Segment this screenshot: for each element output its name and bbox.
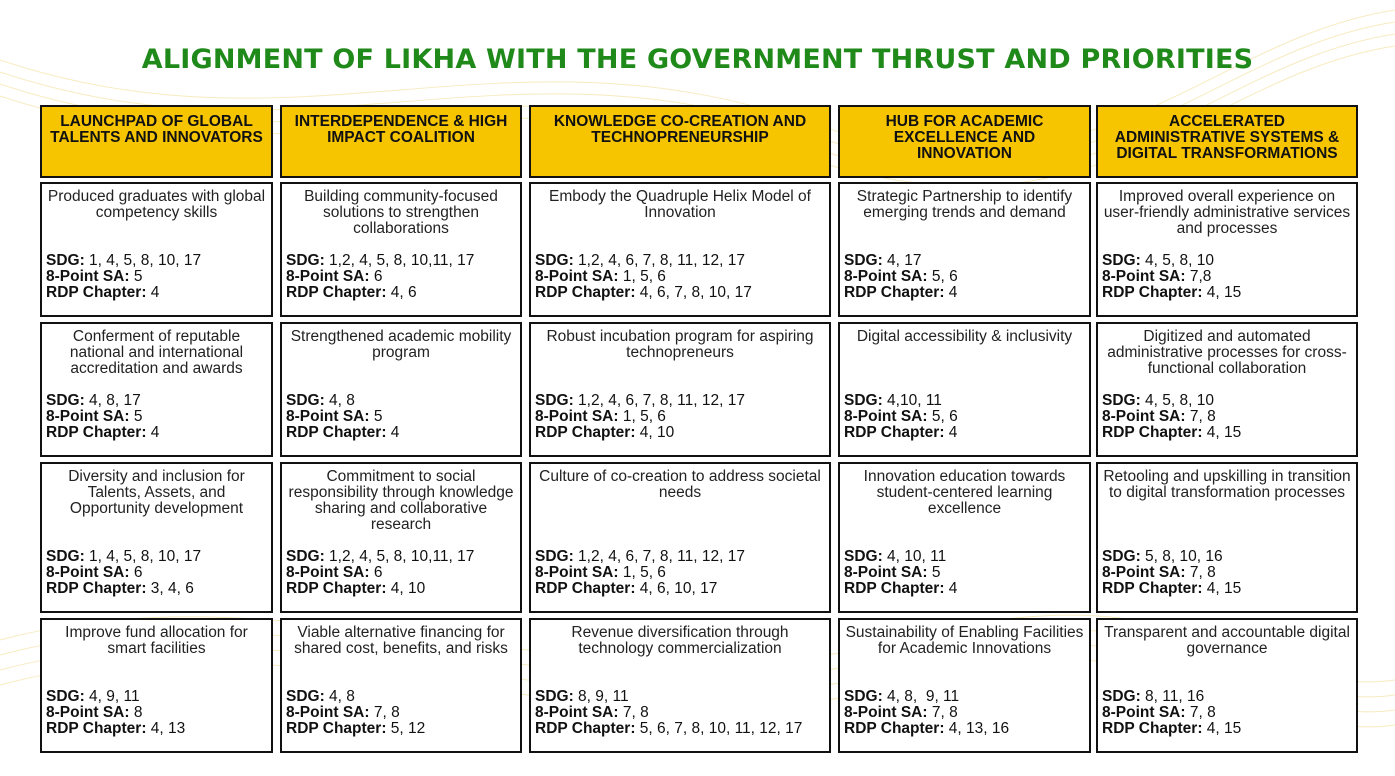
alignment-cell xyxy=(529,182,831,317)
sdg-line xyxy=(286,393,516,409)
rdp-line xyxy=(1102,285,1352,301)
column-3 xyxy=(529,105,831,757)
sdg-line-value: 1,2, 4, 6, 7, 8, 11, 12, 17 xyxy=(573,252,745,269)
column-header: ACCELERATED ADMINISTRATIVE SYSTEMS & DIGITAL TRANSFORMATIONS xyxy=(1096,105,1358,178)
sdg-line-value: 4, 5, 8, 10 xyxy=(1140,392,1214,409)
rdp-line-value: 4, 15 xyxy=(1202,424,1242,441)
sa-line-label: 8-Point SA: xyxy=(844,268,928,285)
cell-description: Transparent and accountable digital governance xyxy=(1104,624,1350,657)
alignment-cell xyxy=(838,322,1091,457)
sdg-line xyxy=(1102,689,1352,705)
cell-description: Embody the Quadruple Helix Model of Innovation xyxy=(549,188,811,221)
rdp-line-label: RDP Chapter: xyxy=(286,424,387,441)
cell-description: Digital accessibility & inclusivity xyxy=(856,328,1073,345)
sdg-line-label: SDG: xyxy=(844,548,883,565)
sa-line xyxy=(844,269,1085,285)
alignment-cell xyxy=(40,322,273,457)
sa-line xyxy=(286,269,516,285)
sdg-line xyxy=(844,393,1085,409)
column-header: KNOWLEDGE CO-CREATION AND TECHNOPRENEURSHIP xyxy=(529,105,831,178)
cell-description: Produced graduates with global competency skills xyxy=(47,188,266,221)
sdg-line-label: SDG: xyxy=(844,252,883,269)
alignment-cell xyxy=(40,182,273,317)
sa-line-label: 8-Point SA: xyxy=(1102,268,1186,285)
sa-line-label: 8-Point SA: xyxy=(535,268,619,285)
rdp-line-label: RDP Chapter: xyxy=(844,424,945,441)
rdp-line-label: RDP Chapter: xyxy=(535,720,636,737)
sa-line-value: 7, 8 xyxy=(1185,564,1216,581)
column-2 xyxy=(280,105,522,757)
alignment-cell xyxy=(838,462,1091,613)
cell-description: Diversity and inclusion for Talents, Assets, and Opportunity development xyxy=(68,468,245,517)
sa-line-value: 7,8 xyxy=(1185,268,1212,285)
rdp-line-value: 4, 15 xyxy=(1202,580,1242,597)
sa-line-value: 7, 8 xyxy=(927,704,958,721)
rdp-line-label: RDP Chapter: xyxy=(844,720,945,737)
sa-line xyxy=(286,565,516,581)
sdg-line-label: SDG: xyxy=(46,548,85,565)
sa-line-value: 6 xyxy=(129,564,143,581)
sdg-line xyxy=(844,689,1085,705)
sdg-line-label: SDG: xyxy=(1102,688,1141,705)
alignment-cell xyxy=(280,462,522,613)
sdg-line-value: 1,2, 4, 5, 8, 10,11, 17 xyxy=(324,548,475,565)
sdg-line xyxy=(46,253,267,269)
sa-line-value: 7, 8 xyxy=(369,704,400,721)
rdp-line-label: RDP Chapter: xyxy=(46,720,147,737)
rdp-line-label: RDP Chapter: xyxy=(535,580,636,597)
cell-description: Improved overall experience on user-friendly administrative services and processes xyxy=(1103,188,1351,237)
rdp-line xyxy=(46,581,267,597)
rdp-line-value: 4 xyxy=(944,580,958,597)
sdg-line-value: 4, 10, 11 xyxy=(882,548,947,565)
sa-line-label: 8-Point SA: xyxy=(535,704,619,721)
cell-description: Improve fund allocation for smart facilities xyxy=(65,624,248,657)
page-title: ALIGNMENT OF LIKHA WITH THE GOVERNMENT THRUST AND PRIORITIES xyxy=(141,44,1254,75)
sa-line xyxy=(535,409,825,425)
cell-description: Commitment to social responsibility through knowledge sharing and collaborative research xyxy=(288,468,514,533)
rdp-line xyxy=(844,425,1085,441)
sa-line-label: 8-Point SA: xyxy=(46,704,130,721)
cell-description: Building community-focused solutions to strengthen collaborations xyxy=(304,188,498,237)
sa-line-value: 1, 5, 6 xyxy=(618,408,666,425)
sdg-line-label: SDG: xyxy=(46,392,85,409)
rdp-line-label: RDP Chapter: xyxy=(535,284,636,301)
cell-description: Sustainability of Enabling Facilities for Academic Innovations xyxy=(845,624,1084,657)
sa-line xyxy=(46,409,267,425)
sdg-line-label: SDG: xyxy=(535,688,574,705)
rdp-line-value: 4, 10 xyxy=(386,580,426,597)
alignment-cell xyxy=(280,618,522,753)
sa-line xyxy=(844,705,1085,721)
sdg-line-label: SDG: xyxy=(844,392,883,409)
rdp-line xyxy=(46,721,267,737)
rdp-line-value: 5, 6, 7, 8, 10, 11, 12, 17 xyxy=(635,720,803,737)
sa-line xyxy=(1102,269,1352,285)
sdg-line xyxy=(1102,253,1352,269)
sdg-line-value: 5, 8, 10, 16 xyxy=(1140,548,1223,565)
sa-line-label: 8-Point SA: xyxy=(286,268,370,285)
rdp-line-label: RDP Chapter: xyxy=(844,284,945,301)
sdg-line xyxy=(46,549,267,565)
rdp-line-value: 4, 15 xyxy=(1202,284,1242,301)
sdg-line xyxy=(535,393,825,409)
sdg-line-label: SDG: xyxy=(535,548,574,565)
alignment-cell xyxy=(529,322,831,457)
sa-line-value: 5, 6 xyxy=(927,268,958,285)
alignment-cell xyxy=(838,618,1091,753)
rdp-line xyxy=(844,721,1085,737)
column-4 xyxy=(838,105,1091,757)
sa-line-value: 5 xyxy=(927,564,941,581)
alignment-cell xyxy=(280,182,522,317)
sa-line-label: 8-Point SA: xyxy=(844,408,928,425)
rdp-line-label: RDP Chapter: xyxy=(535,424,636,441)
rdp-line-value: 4, 13, 16 xyxy=(944,720,1010,737)
sdg-line-label: SDG: xyxy=(844,688,883,705)
column-header: INTERDEPENDENCE & HIGH IMPACT COALITION xyxy=(280,105,522,178)
rdp-line-label: RDP Chapter: xyxy=(286,720,387,737)
rdp-line-value: 5, 12 xyxy=(386,720,426,737)
sa-line-value: 6 xyxy=(369,564,383,581)
cell-description: Robust incubation program for aspiring technopreneurs xyxy=(546,328,814,361)
sdg-line-value: 8, 9, 11 xyxy=(573,688,629,705)
rdp-line-value: 4 xyxy=(944,284,958,301)
sdg-line-value: 1,2, 4, 5, 8, 10,11, 17 xyxy=(324,252,475,269)
column-header: HUB FOR ACADEMIC EXCELLENCE AND INNOVATION xyxy=(838,105,1091,178)
sdg-line-value: 1,2, 4, 6, 7, 8, 11, 12, 17 xyxy=(573,548,745,565)
rdp-line-label: RDP Chapter: xyxy=(286,284,387,301)
sa-line-value: 5 xyxy=(129,408,143,425)
sdg-line xyxy=(844,253,1085,269)
sa-line-label: 8-Point SA: xyxy=(46,268,130,285)
cell-description: Digitized and automated administrative processes for cross-functional collaboration xyxy=(1107,328,1347,377)
column-1 xyxy=(40,105,273,757)
sa-line xyxy=(1102,565,1352,581)
rdp-line-label: RDP Chapter: xyxy=(286,580,387,597)
cell-description: Retooling and upskilling in transition to digital transformation processes xyxy=(1103,468,1351,501)
rdp-line-value: 4 xyxy=(944,424,958,441)
rdp-line-value: 4, 10 xyxy=(635,424,675,441)
sdg-line-value: 4, 5, 8, 10 xyxy=(1140,252,1214,269)
sa-line xyxy=(1102,409,1352,425)
sdg-line xyxy=(844,549,1085,565)
rdp-line xyxy=(844,581,1085,597)
sa-line-value: 7, 8 xyxy=(1185,704,1216,721)
rdp-line xyxy=(46,285,267,301)
rdp-line-label: RDP Chapter: xyxy=(1102,580,1203,597)
sdg-line-label: SDG: xyxy=(46,688,85,705)
rdp-line-value: 3, 4, 6 xyxy=(146,580,194,597)
alignment-cell xyxy=(1096,462,1358,613)
cell-description: Strategic Partnership to identify emerging trends and demand xyxy=(856,188,1073,221)
sdg-line-value: 4, 8 xyxy=(324,392,355,409)
sa-line xyxy=(46,565,267,581)
sa-line-value: 8 xyxy=(129,704,143,721)
alignment-cell xyxy=(529,618,831,753)
sdg-line-value: 1,2, 4, 6, 7, 8, 11, 12, 17 xyxy=(573,392,745,409)
alignment-cell xyxy=(1096,618,1358,753)
sa-line-label: 8-Point SA: xyxy=(46,408,130,425)
sa-line-value: 1, 5, 6 xyxy=(618,268,666,285)
cell-description: Innovation education towards student-centered learning excellence xyxy=(863,468,1066,517)
cell-description: Revenue diversification through technology commercialization xyxy=(571,624,789,657)
sdg-line-value: 4, 8, 9, 11 xyxy=(882,688,960,705)
rdp-line-value: 4 xyxy=(146,424,160,441)
sdg-line-value: 4,10, 11 xyxy=(882,392,942,409)
sa-line-value: 5 xyxy=(129,268,143,285)
rdp-line xyxy=(535,285,825,301)
sa-line xyxy=(535,565,825,581)
sdg-line-label: SDG: xyxy=(1102,548,1141,565)
sa-line-label: 8-Point SA: xyxy=(286,564,370,581)
rdp-line-value: 4, 13 xyxy=(146,720,186,737)
sa-line xyxy=(1102,705,1352,721)
rdp-line-value: 4 xyxy=(146,284,160,301)
sa-line xyxy=(46,269,267,285)
sa-line xyxy=(844,565,1085,581)
sa-line-value: 5, 6 xyxy=(927,408,958,425)
rdp-line-label: RDP Chapter: xyxy=(1102,284,1203,301)
sa-line-label: 8-Point SA: xyxy=(535,564,619,581)
sdg-line-value: 4, 17 xyxy=(882,252,922,269)
cell-description: Culture of co-creation to address societal needs xyxy=(539,468,821,501)
sdg-line-value: 4, 8 xyxy=(324,688,355,705)
sa-line xyxy=(46,705,267,721)
alignment-cell xyxy=(838,182,1091,317)
sdg-line xyxy=(1102,549,1352,565)
sdg-line xyxy=(286,549,516,565)
cell-description: Viable alternative financing for shared cost, benefits, and risks xyxy=(294,624,508,657)
rdp-line-label: RDP Chapter: xyxy=(46,284,147,301)
sa-line xyxy=(286,409,516,425)
cell-description: Conferment of reputable national and international accreditation and awards xyxy=(69,328,244,377)
alignment-cell xyxy=(1096,322,1358,457)
sdg-line-label: SDG: xyxy=(286,548,325,565)
rdp-line xyxy=(286,285,516,301)
sa-line-label: 8-Point SA: xyxy=(286,408,370,425)
cell-description: Strengthened academic mobility program xyxy=(290,328,512,361)
sdg-line xyxy=(286,689,516,705)
sdg-line xyxy=(286,253,516,269)
sa-line xyxy=(286,705,516,721)
rdp-line xyxy=(535,581,825,597)
sa-line-value: 7, 8 xyxy=(618,704,649,721)
sdg-line-label: SDG: xyxy=(286,392,325,409)
sdg-line-label: SDG: xyxy=(535,392,574,409)
rdp-line xyxy=(286,425,516,441)
rdp-line xyxy=(1102,721,1352,737)
sdg-line xyxy=(46,393,267,409)
rdp-line-value: 4, 15 xyxy=(1202,720,1242,737)
sdg-line-value: 1, 4, 5, 8, 10, 17 xyxy=(84,548,202,565)
sdg-line-label: SDG: xyxy=(46,252,85,269)
rdp-line-label: RDP Chapter: xyxy=(1102,720,1203,737)
sa-line-label: 8-Point SA: xyxy=(844,704,928,721)
alignment-cell xyxy=(40,618,273,753)
rdp-line-value: 4, 6, 10, 17 xyxy=(635,580,718,597)
rdp-line xyxy=(535,425,825,441)
sa-line-value: 6 xyxy=(369,268,383,285)
sa-line-label: 8-Point SA: xyxy=(46,564,130,581)
sa-line-label: 8-Point SA: xyxy=(1102,704,1186,721)
column-5 xyxy=(1096,105,1358,757)
sdg-line xyxy=(535,253,825,269)
alignment-cell xyxy=(529,462,831,613)
sdg-line xyxy=(46,689,267,705)
sa-line-value: 1, 5, 6 xyxy=(618,564,666,581)
rdp-line-label: RDP Chapter: xyxy=(46,424,147,441)
sa-line-label: 8-Point SA: xyxy=(286,704,370,721)
rdp-line-value: 4, 6, 7, 8, 10, 17 xyxy=(635,284,752,301)
sdg-line-value: 4, 8, 17 xyxy=(84,392,141,409)
rdp-line xyxy=(286,721,516,737)
sdg-line-value: 4, 9, 11 xyxy=(84,688,140,705)
sdg-line-value: 1, 4, 5, 8, 10, 17 xyxy=(84,252,202,269)
sdg-line-label: SDG: xyxy=(286,252,325,269)
rdp-line xyxy=(844,285,1085,301)
sa-line-label: 8-Point SA: xyxy=(844,564,928,581)
rdp-line xyxy=(46,425,267,441)
sdg-line-label: SDG: xyxy=(535,252,574,269)
rdp-line xyxy=(535,721,825,737)
sa-line-value: 5 xyxy=(369,408,383,425)
sa-line xyxy=(535,269,825,285)
rdp-line xyxy=(1102,425,1352,441)
sa-line-label: 8-Point SA: xyxy=(535,408,619,425)
rdp-line-label: RDP Chapter: xyxy=(844,580,945,597)
sdg-line-value: 8, 11, 16 xyxy=(1140,688,1205,705)
sdg-line-label: SDG: xyxy=(1102,252,1141,269)
alignment-cell xyxy=(280,322,522,457)
sdg-line-label: SDG: xyxy=(1102,392,1141,409)
sdg-line xyxy=(535,689,825,705)
sa-line-value: 7, 8 xyxy=(1185,408,1216,425)
sdg-line xyxy=(535,549,825,565)
rdp-line xyxy=(286,581,516,597)
rdp-line xyxy=(1102,581,1352,597)
rdp-line-label: RDP Chapter: xyxy=(46,580,147,597)
sa-line xyxy=(844,409,1085,425)
sdg-line xyxy=(1102,393,1352,409)
alignment-cell xyxy=(1096,182,1358,317)
alignment-cell xyxy=(40,462,273,613)
rdp-line-value: 4 xyxy=(386,424,400,441)
rdp-line-value: 4, 6 xyxy=(386,284,417,301)
sa-line xyxy=(535,705,825,721)
sdg-line-label: SDG: xyxy=(286,688,325,705)
sa-line-label: 8-Point SA: xyxy=(1102,564,1186,581)
sa-line-label: 8-Point SA: xyxy=(1102,408,1186,425)
rdp-line-label: RDP Chapter: xyxy=(1102,424,1203,441)
column-header: LAUNCHPAD OF GLOBAL TALENTS AND INNOVATORS xyxy=(40,105,273,178)
